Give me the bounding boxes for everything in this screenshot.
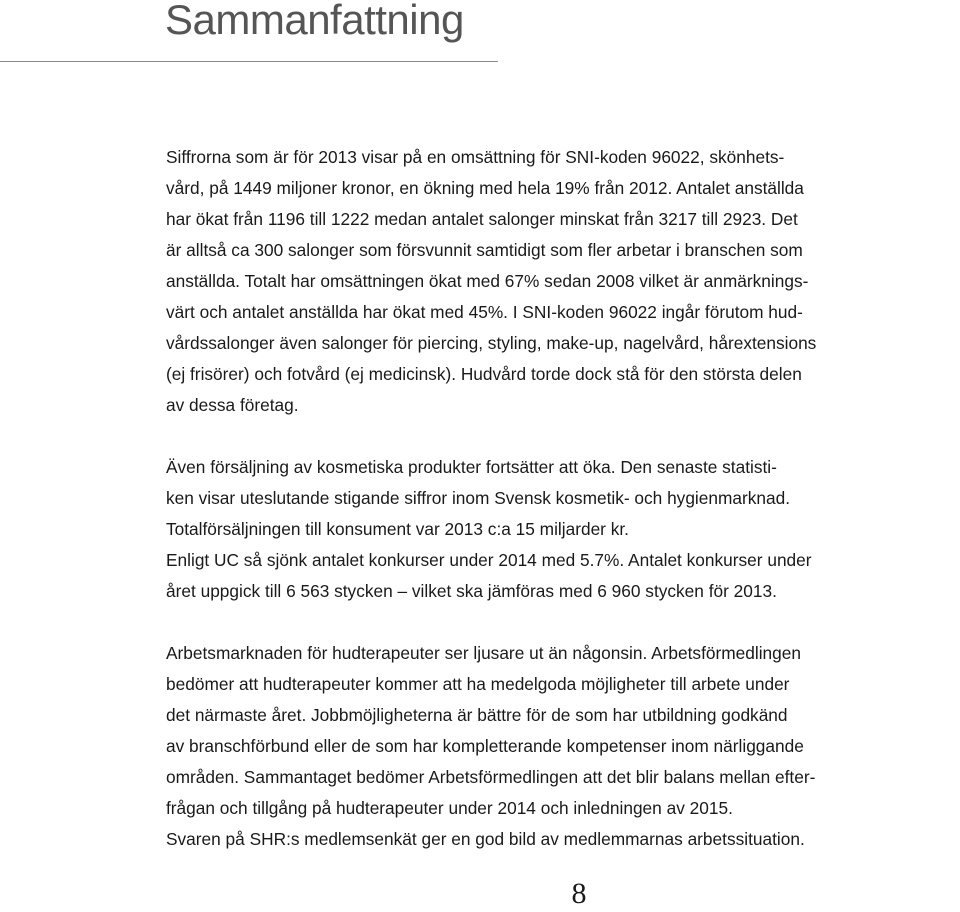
- page-number: 8: [571, 877, 587, 910]
- text-line: Även försäljning av kosmetiska produkter fortsätter att öka. Den senaste statisti-: [166, 457, 777, 477]
- paragraph-cosmetics: [166, 452, 956, 607]
- text-line: Svaren på SHR:s medlemsenkät ger en god bild av medlemmarnas arbetssituation.: [166, 829, 805, 849]
- text-line: frågan och tillgång på hudterapeuter under 2014 och inledningen av 2015.: [166, 798, 733, 818]
- text-line: är alltså ca 300 salonger som försvunnit samtidigt som fler arbetar i branschen som: [166, 240, 803, 260]
- text-line: året uppgick till 6 563 stycken – vilket ska jämföras med 6 960 stycken för 2013.: [166, 581, 777, 601]
- text-line: av branschförbund eller de som har kompletterande kompetenser inom närliggande: [166, 736, 804, 756]
- text-line: Enligt UC så sjönk antalet konkurser under 2014 med 5.7%. Antalet konkurser under: [166, 550, 812, 570]
- paragraph-revenue: [166, 142, 956, 421]
- text-line: anställda. Totalt har omsättningen ökat med 67% sedan 2008 vilket är anmärknings-: [166, 271, 809, 291]
- title-rule: [0, 61, 498, 62]
- text-line: (ej frisörer) och fotvård (ej medicinsk). Hudvård torde dock stå för den största delen: [166, 364, 802, 384]
- text-line: vårdssalonger även salonger för piercing, styling, make-up, nagelvård, hårextensions: [166, 333, 817, 353]
- text-line: vård, på 1449 miljoner kronor, en ökning med hela 19% från 2012. Antalet anställda: [166, 178, 804, 198]
- text-line: områden. Sammantaget bedömer Arbetsförmedlingen att det blir balans mellan efter-: [166, 767, 816, 787]
- paragraph-labour-market: [166, 638, 956, 855]
- text-line: det närmaste året. Jobbmöjligheterna är bättre för de som har utbildning godkänd: [166, 705, 788, 725]
- text-line: Siffrorna som är för 2013 visar på en omsättning för SNI-koden 96022, skönhets-: [166, 147, 785, 167]
- page-title: Sammanfattning: [165, 0, 464, 43]
- text-line: värt och antalet anställda har ökat med 45%. I SNI-koden 96022 ingår förutom hud-: [166, 302, 803, 322]
- text-line: har ökat från 1196 till 1222 medan antalet salonger minskat från 3217 till 2923. Det: [166, 209, 798, 229]
- text-line: av dessa företag.: [166, 395, 299, 415]
- text-line: ken visar uteslutande stigande siffror inom Svensk kosmetik- och hygienmarknad.: [166, 488, 791, 508]
- text-line: Totalförsäljningen till konsument var 2013 c:a 15 miljarder kr.: [166, 519, 629, 539]
- text-line: bedömer att hudterapeuter kommer att ha medelgoda möjligheter till arbete under: [166, 674, 790, 694]
- text-line: Arbetsmarknaden för hudterapeuter ser ljusare ut än någonsin. Arbetsförmedlingen: [166, 643, 801, 663]
- body-text: [166, 142, 956, 886]
